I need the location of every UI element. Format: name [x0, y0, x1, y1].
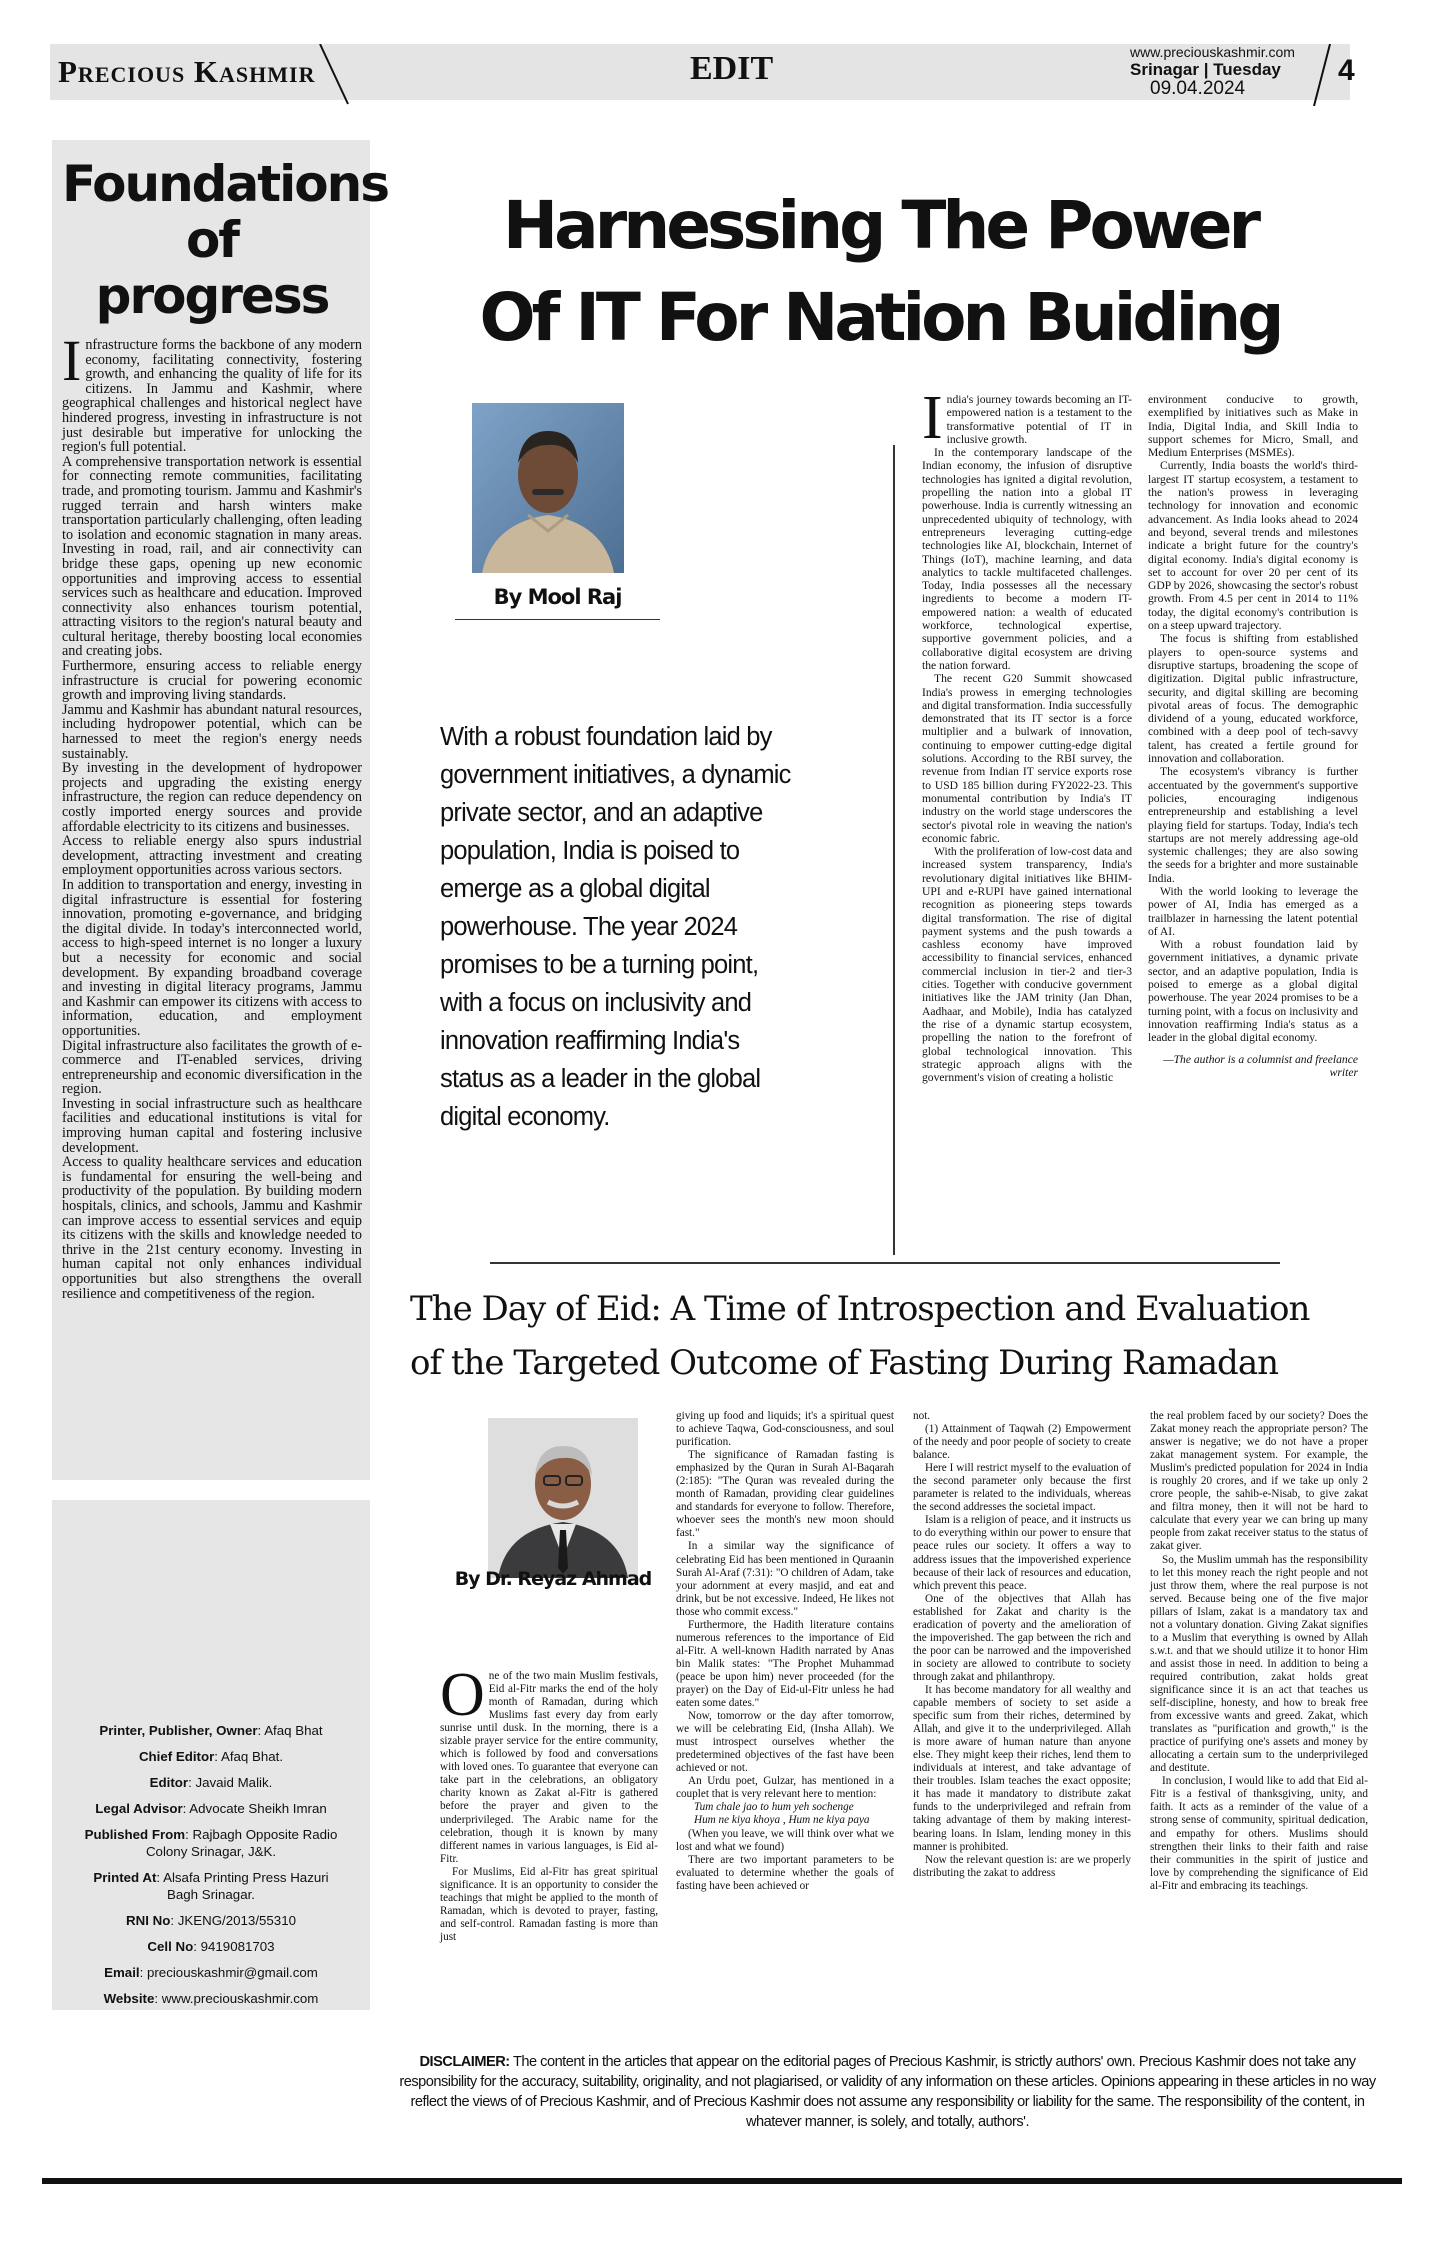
left-article — [52, 140, 388, 1480]
paragraph: Investing in social infrastructure such as healthcare facilities and educational institutions is vital for improving human capital and fostering inclusive development. — [62, 1095, 362, 1156]
section-label: EDIT — [690, 50, 774, 87]
headline-line-1: Harnessing The Power — [502, 187, 1258, 264]
author-photo — [472, 403, 624, 573]
paragraph: It has become mandatory for all wealthy and capable members of society to set aside a specific sum from their riches, determined by Allah, and give it to the underprivileged. Allah is more aware of human nature than anyone else. They might keep their riches, lend them to individuals at interest, and take advantage of their troubles. Islam teaches the exact opposite; it has made it mandatory to distribute zakat funds to the underprivileged and refrain from taking advantage of them by making interest-bearing loans. In Islam, lending money in this manner is prohibited. — [913, 1683, 1131, 1853]
imprint-line: Cell No: 9419081703 — [147, 1939, 275, 1954]
imprint-value: preciouskashmir@gmail.com — [146, 1965, 318, 1980]
imprint-value: Afaq Bhat. — [220, 1749, 284, 1764]
bottom-rule — [42, 2178, 1402, 2184]
paragraph: A comprehensive transportation network is essential for connecting remote communities, facilitating trade, and promoting tourism. Jammu and Kashmir's rugged terrain and harsh winters make transportation particularly challenging, often leading to isolation and economic stagnation in many areas. Investing in road, rail, and air connectivity can bridge these gaps, opening up new economic opportunities and improving access to essential services such as healthcare and education. Improved connectivity also enhances tourism potential, attracting visitors to the region's natural beauty and cultural heritage, thereby boosting local economies and creating jobs. — [62, 453, 362, 660]
byline: By Mool Raj — [455, 585, 660, 620]
article-column — [440, 1661, 658, 1944]
paragraph: Access to reliable energy also spurs industrial development, attracting investment and creating employment opportunities across various sectors. — [62, 833, 362, 879]
paragraph: ndia's journey towards becoming an IT-empowered nation is a testament to the transformative potential of IT in inclusive growth. — [946, 393, 1132, 446]
imprint-label: Chief Editor — [138, 1749, 215, 1764]
paragraph: With the world looking to leverage the power of AI, India has emerged as a trailblazer in harnessing the latent potential of AI. — [1148, 884, 1358, 938]
paragraph: Now, tomorrow or the day after tomorrow, we will be celebrating Eid, (Insha Allah). We must introspect ourselves whether the predetermined objectives of the fast have been achieved or not. — [676, 1710, 894, 1775]
imprint-box — [52, 1700, 370, 2010]
paragraph: Furthermore, ensuring access to reliable energy infrastructure is crucial for powering economic growth and improving living standards. — [62, 658, 362, 704]
paragraph: (When you leave, we will think over what we lost and what we found) — [676, 1827, 894, 1853]
imprint-value: Alsafa Printing Press Hazuri Bagh Srinagar. — [163, 1870, 329, 1902]
imprint-line: Legal Advisor: Advocate Sheikh Imran — [95, 1801, 327, 1816]
masthead: Precious Kashmir — [50, 44, 340, 100]
paragraph: With a robust foundation laid by government initiatives, a dynamic private sector, and an adaptive population, India is poised to emerge as a global digital powerhouse. The year 2024 promises to be a turning point, with a focus on inclusivity and innovation reaffirming India's status as a leader in the global digital economy. — [1148, 938, 1358, 1045]
paragraph: Jammu and Kashmir has abundant natural resources, including hydropower potential, which can be harnessed to meet the region's energy needs sustainably. — [62, 701, 362, 762]
left-title-line-1: Foundations — [62, 155, 388, 213]
issue-date: 09.04.2024 — [1150, 78, 1246, 99]
dropcap: I — [62, 328, 82, 393]
left-title-line-2: of progress — [95, 211, 329, 325]
left-article-body — [62, 328, 362, 1302]
paragraph: Islam is a religion of peace, and it instructs us to do everything within our power to ensure that peace rules our society. It offers a way to address issues that the impoverished experience because of their lack of resources and education, which prevent this peace. — [913, 1514, 1131, 1592]
article-column — [1150, 1410, 1368, 1893]
author-photo — [488, 1418, 638, 1578]
dropcap: O — [440, 1661, 485, 1729]
imprint-line: Printer, Publisher, Owner: Afaq Bhat — [99, 1723, 323, 1738]
section-divider — [490, 1262, 1280, 1264]
paragraph: not. — [913, 1410, 931, 1422]
imprint-line: Email: preciouskashmir@gmail.com — [104, 1965, 318, 1980]
imprint-value: www.preciouskashmir.com — [161, 1991, 319, 2006]
imprint-label: Published From — [84, 1827, 186, 1842]
paragraph: With the proliferation of low-cost data and increased system transparency, India's revolutionary digital initiatives like BHIM-UPI and e-RUPI have gained international recognition as pioneering steps towards digital transformation. The rise of digital payment systems and the push towards a cashless economy have improved accessibility to financial services, enhanced commercial inclusion in tier-2 and tier-3 cities. Together with conducive government initiatives like the JAM trinity (Jan Dhan, Aadhaar, and Mobile), India has catalyzed the rise of a dynamic startup ecosystem, propelling the nation to the forefront of global technological innovation. This strategic approach aligns with the government's vision of creating a holistic — [922, 845, 1132, 1085]
paragraph: In conclusion, I would like to add that Eid al-Fitr is a festival of thanksgiving, unity, and faith. It acts as a reminder of the value of a strong sense of community, spiritual dedication, and empathy for others. Muslims should strengthen their links to their faith and raise their communities in the spirit of justice and love by comprehending the significance of Eid al-Fitr and embracing its teachings. — [1150, 1775, 1368, 1892]
imprint-value: Afaq Bhat — [264, 1723, 323, 1738]
imprint-value: JKENG/2013/55310 — [177, 1913, 296, 1928]
imprint-value: Javaid Malik. — [195, 1775, 273, 1790]
site-url: www.preciouskashmir.com — [1130, 44, 1295, 60]
disclaimer-label: DISCLAIMER: — [419, 2054, 510, 2070]
eid-headline — [410, 1282, 1360, 1390]
article-column — [922, 384, 1132, 1085]
article-column — [676, 1410, 894, 1893]
byline: By Dr. Reyaz Ahmad — [454, 1568, 652, 1590]
paragraph: Digital infrastructure also facilitates the growth of e-commerce and IT-enabled services, driving entrepreneurship and economic diversification in the region. — [62, 1037, 362, 1098]
paragraph: The ecosystem's vibrancy is further accentuated by the government's supportive policies, encouraging indigenous entrepreneurship and establishing a level playing field for startups. Today, India's tech startups are not merely addressing age-old systemic challenges; they are also sowing the seeds for a brighter and more sustainable India. — [1148, 765, 1358, 885]
page-number-divider — [1310, 44, 1334, 106]
column-divider — [893, 445, 895, 1255]
paragraph: So, the Muslim ummah has the responsibility to let this money reach the right people and not just throw them, where the real purpose is not served. Because being one of the five major pillars of Islam, zakat is a mandatory tax and not a voluntary donation. Giving Zakat signifies to a Muslim that everything is owned by Allah s.w.t. and that we should utilize it to honor Him and assist those in need. In addition to being a required contribution, zakat holds great significance since it is an act that teaches us self-discipline, honesty, and how to break free from excessive wants and greed. Zakat, which translates as "purification and growth," is the practice of purifying one's assets and money by allocating a certain sum to the underprivileged and destitute. — [1150, 1553, 1368, 1775]
eid-headline-line-2: of the Targeted Outcome of Fasting During Ramadan — [410, 1343, 1278, 1383]
paragraph: (1) Attainment of Taqwah (2) Empowerment of the needy and poor people of society to create balance. — [913, 1423, 1131, 1462]
paragraph: For Muslims, Eid al-Fitr has great spiritual significance. It is an opportunity to consider the teachings that might be applied to the month of Ramadan, which is devoted to prayer, fasting, and self-control. Ramadan fasting is more than just — [440, 1865, 658, 1943]
page-number: 4 — [1338, 54, 1355, 87]
disclaimer-text: The content in the articles that appear on the editorial pages of Precious Kashmir, is strictly authors' own. Precious Kashmir does not take any responsibility for the accuracy, suitability, originality, and not plagiarised, or validity of any information on these articles. Opinions appearing in these articles in no way reflect the views of of Precious Kashmir, and of Precious Kashmir does not assume any responsibility or liability for the same. The responsibility of the content, in whatever manner, is solely, and totally, authors'. — [399, 2054, 1376, 2130]
imprint-label: Cell No — [147, 1939, 194, 1954]
dateline: Srinagar | Tuesday — [1130, 60, 1281, 79]
imprint-value: 9419081703 — [200, 1939, 275, 1954]
imprint-label: Website — [103, 1991, 155, 2006]
imprint-label: RNI No — [126, 1913, 171, 1928]
paragraph: Access to quality healthcare services and education is fundamental for ensuring the well-being and productivity of the population. By building modern hospitals, clinics, and schools, Jammu and Kashmir can improve access to essential services and equip its citizens with the skills and knowledge needed to thrive in the 21st century economy. Investing in human capital not only enhances individual opportunities but also strengthens the overall resilience and competitiveness of the region. — [62, 1154, 362, 1302]
headline-line-2: Of IT For Nation Buiding — [479, 279, 1281, 356]
dropcap: I — [922, 384, 943, 452]
imprint-line: Editor: Javaid Malik. — [149, 1775, 273, 1790]
left-article-title — [62, 155, 388, 325]
imprint-value: Rajbagh Opposite Radio Colony Srinagar, J&K. — [145, 1827, 338, 1859]
article-column — [1148, 393, 1358, 1079]
imprint-line: Published From: Rajbagh Opposite Radio Colony Srinagar, J&K. — [84, 1827, 338, 1859]
paragraph: Currently, India boasts the world's third-largest IT startup ecosystem, a testament to the nation's prowess in leveraging technology for innovation and economic advancement. As India looks ahead to 2024 and beyond, several trends and milestones indicate a bright future for the country's digital economy. India's digital economy is set to account for over 20 per cent of its GDP by 2026, showcasing the sector's robust growth. From 4.5 per cent in 2014 to 11% today, the digital economy's contribution is on a steep upward trajectory. — [1148, 459, 1358, 633]
paragraph: Furthermore, the Hadith literature contains numerous references to the importance of Eid al-Fitr. A well-known Hadith narrated by Anas bin Malik states: "The Prophet Muhammad (peace be upon him) never proceeded (for the prayer) on the Day of Eid-ul-Fitr unless he had eaten some dates." — [676, 1618, 894, 1710]
paragraph: An Urdu poet, Gulzar, has mentioned in a couplet that is very relevant here to mention: — [676, 1775, 894, 1801]
paragraph: ne of the two main Muslim festivals, Eid al-Fitr marks the end of the holy month of Ramadan, during which Muslims fast every day from early sunrise until dusk. In the morning, there is a sizable prayer service for the entire community, which is followed by food and conversations with loved ones. To guarantee that everyone can take part in the celebrations, an obligatory charity known as Zakat al-Fitr is gathered before the prayer and given to the underprivileged. The Arabic name for the celebration, though it is known by many different names in various languages, is Eid al-Fitr. — [440, 1670, 658, 1865]
paragraph: The significance of Ramadan fasting is emphasized by the Quran in Surah Al-Baqarah (2:185): "The Quran was revealed during the month of Ramadan, providing clear guidelines and standards for everyone to follow. Therefore, whoever sees the month's new moon should fast." — [676, 1449, 894, 1540]
paragraph: In addition to transportation and energy, investing in digital infrastructure is essential for fostering innovation, promoting e-governance, and bridging the digital divide. In today's interconnected world, access to high-speed internet is no longer a luxury but a necessity for economic and social development. By expanding broadband coverage and investing in digital literacy programs, Jammu and Kashmir can empower its citizens with access to information, education, and employment opportunities. — [62, 876, 362, 1039]
paragraph: By investing in the development of hydropower projects and upgrading the existing energy infrastructure, the region can reduce dependency on costly imported energy sources and provide affordable electricity to its citizens and businesses. — [62, 760, 362, 835]
imprint-label: Email — [104, 1965, 140, 1980]
pull-quote: With a robust foundation laid by government initiatives, a dynamic private sector, and an adaptive population, India is poised to emerge as a global digital powerhouse. The year 2024 promises to be a turning point, with a focus on inclusivity and innovation reaffirming India's status as a leader in the global digital economy. — [440, 723, 791, 1131]
imprint-line: Website: www.preciouskashmir.com — [103, 1991, 319, 2006]
imprint-spacer — [52, 1500, 370, 1700]
paragraph: Now the relevant question is: are we properly distributing the zakat to address — [913, 1853, 1131, 1879]
verse-line: Tum chale jao to hum yeh sochenge — [694, 1801, 854, 1814]
paragraph: giving up food and liquids; it's a spiritual quest to achieve Taqwa, God-consciousness, and soul purification. — [676, 1410, 894, 1449]
paragraph: In the contemporary landscape of the Indian economy, the infusion of disruptive technologies has ignited a digital revolution, propelling the nation into a global IT powerhouse. India is currently witnessing an unprecedented ubiquity of technology, with entrepreneurs leveraging cutting-edge technologies like AI, blockchain, Internet of Things (IoT), machine learning, and data analytics to tackle multifaceted challenges. Today, India possesses all the necessary ingredients to become a modern IT-empowered nation: a wealth of educated workforce, technological expertise, supportive government policies, and a collaborative digital ecosystem are driving the nation forward. — [922, 446, 1132, 672]
imprint-label: Printed At — [93, 1870, 157, 1885]
paragraph: nfrastructure forms the backbone of any modern economy, facilitating connectivity, fostering growth, and enhancing the quality of life for its citizens. In Jammu and Kashmir, where geographical challenges and historical neglect have hindered progress, investing in infrastructure is not just desirable but imperative for unlocking the region's full potential. — [62, 337, 362, 456]
article-column — [913, 1410, 1131, 1880]
imprint-label: Editor — [149, 1775, 189, 1790]
author-note: —The author is a columnist and freelance writer — [1163, 1052, 1358, 1079]
paragraph: the real problem faced by our society? Does the Zakat money reach the appropriate person? The answer is negative; we do not have a proper zakat management system. For example, the Muslim's predicted population for 2024 in India is roughly 20 crores, and if we take up only 2 crore people, the sahib-e-Nisab, to give zakat and filtra money, then it will not be hard to calculate that every year we can bring up many people from zakat receiver status to the status of zakat giver. — [1150, 1410, 1368, 1553]
paragraph: One of the objectives that Allah has established for Zakat and charity is the eradication of poverty and the amelioration of the impoverished. The gap between the rich and the poor can be narrowed and the impoverished in society are allowed to contribute to society through zakat and philanthropy. — [913, 1592, 1131, 1683]
disclaimer — [395, 2052, 1380, 2132]
imprint-line: Printed At: Alsafa Printing Press Hazuri Bagh Srinagar. — [93, 1870, 329, 1902]
paragraph: The recent G20 Summit showcased India's prowess in emerging technologies and digital transformation. India successfully demonstrated that its IT sector is a force multiplier and a bulwark of innovation, continuing to empower cutting-edge digital solutions. According to the RBI survey, the revenue from Indian IT service exports rose to USD 185 billion during FY2022-23. This monumental contribution by India's IT industry on the world stage underscores the sector's pivotal role in weaving the nation's economic fabric. — [922, 672, 1132, 845]
paragraph: Here I will restrict myself to the evaluation of the second parameter only because the first parameter is related to the individuals, whereas the second addresses the societal impact. — [913, 1462, 1131, 1514]
paragraph: In a similar way the significance of celebrating Eid has been mentioned in Quraanin Surah Al-Araf (7:31): "O children of Adam, take your adornment at every masjid, and eat and drink, but be not excessive. Indeed, He likes not those who commit excess." — [676, 1540, 894, 1618]
masthead-slash-divider — [318, 44, 352, 106]
paragraph: The focus is shifting from established players to open-source systems and disruptive startups, broadening the scope of digitization. Digital public infrastructure, security, and digital skilling are becoming pivotal areas of focus. The demographic dividend of a young, educated workforce, combined with a deep pool of tech-savvy talent, has created a fertile ground for innovation and collaboration. — [1148, 632, 1358, 766]
eid-headline-line-1: The Day of Eid: A Time of Introspection and Evaluation — [410, 1289, 1310, 1329]
imprint-line: RNI No: JKENG/2013/55310 — [126, 1913, 296, 1928]
verse-line: Hum ne kiya khoya , Hum ne kiya paya — [694, 1814, 870, 1827]
paragraph: environment conducive to growth, exemplified by initiatives such as Make in India, Digital India, and Skill India to support schemes for Micro, Small, and Medium Enterprises (MSMEs). — [1148, 393, 1358, 460]
imprint-label: Printer, Publisher, Owner — [99, 1723, 258, 1738]
main-headline — [400, 180, 1360, 364]
imprint-line: Chief Editor: Afaq Bhat. — [138, 1749, 284, 1764]
imprint-value: Advocate Sheikh Imran — [189, 1801, 327, 1816]
paragraph: There are two important parameters to be evaluated to determine whether the goals of fasting have been achieved or — [676, 1853, 894, 1892]
imprint-label: Legal Advisor — [95, 1801, 183, 1816]
